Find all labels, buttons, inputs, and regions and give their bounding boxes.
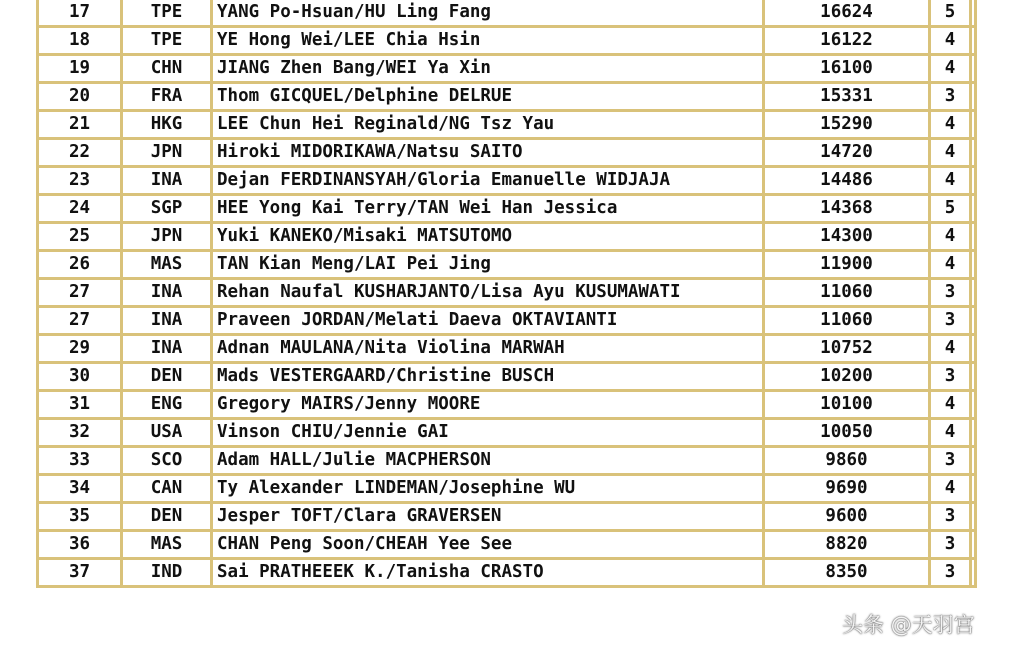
players-cell: Jesper TOFT/Clara GRAVERSEN [212,503,764,531]
rank-cell: 25 [38,223,122,251]
country-cell: INA [122,279,212,307]
players-cell: YANG Po-Hsuan/HU Ling Fang [212,0,764,27]
country-cell: SCO [122,447,212,475]
country-cell: INA [122,307,212,335]
points-cell: 15331 [764,83,930,111]
country-cell: MAS [122,531,212,559]
points-cell: 14368 [764,195,930,223]
empty-cell [971,83,976,111]
tournaments-cell: 3 [930,559,971,587]
points-cell: 11900 [764,251,930,279]
rank-cell: 21 [38,111,122,139]
rank-cell: 34 [38,475,122,503]
points-cell: 10200 [764,363,930,391]
country-cell: INA [122,335,212,363]
players-cell: Adnan MAULANA/Nita Violina MARWAH [212,335,764,363]
tournaments-cell: 4 [930,27,971,55]
table-row [38,559,976,587]
country-cell: CAN [122,475,212,503]
country-cell: DEN [122,363,212,391]
table-row [38,27,976,55]
ranking-table-body [38,0,976,587]
watermark [842,607,975,641]
points-cell: 10100 [764,391,930,419]
empty-cell [971,391,976,419]
points-cell: 8820 [764,531,930,559]
tournaments-cell: 4 [930,139,971,167]
empty-cell [971,335,976,363]
empty-cell [971,419,976,447]
points-cell: 9860 [764,447,930,475]
empty-cell [971,279,976,307]
tournaments-cell: 3 [930,363,971,391]
empty-cell [971,167,976,195]
rank-cell: 20 [38,83,122,111]
tournaments-cell: 4 [930,419,971,447]
tournaments-cell: 3 [930,307,971,335]
table-row [38,251,976,279]
country-cell: TPE [122,0,212,27]
players-cell: TAN Kian Meng/LAI Pei Jing [212,251,764,279]
points-cell: 11060 [764,307,930,335]
tournaments-cell: 4 [930,167,971,195]
country-cell: SGP [122,195,212,223]
table-row [38,419,976,447]
players-cell: Thom GICQUEL/Delphine DELRUE [212,83,764,111]
rank-cell: 19 [38,55,122,83]
rank-cell: 33 [38,447,122,475]
tournaments-cell: 4 [930,251,971,279]
players-cell: Rehan Naufal KUSHARJANTO/Lisa Ayu KUSUMAWATI [212,279,764,307]
tournaments-cell: 4 [930,55,971,83]
table-row [38,83,976,111]
tournaments-cell: 3 [930,503,971,531]
country-cell: JPN [122,223,212,251]
empty-cell [971,447,976,475]
tournaments-cell: 3 [930,83,971,111]
points-cell: 14486 [764,167,930,195]
players-cell: LEE Chun Hei Reginald/NG Tsz Yau [212,111,764,139]
rank-cell: 35 [38,503,122,531]
players-cell: Vinson CHIU/Jennie GAI [212,419,764,447]
points-cell: 16624 [764,0,930,27]
points-cell: 10050 [764,419,930,447]
points-cell: 8350 [764,559,930,587]
points-cell: 9600 [764,503,930,531]
players-cell: Adam HALL/Julie MACPHERSON [212,447,764,475]
tournaments-cell: 3 [930,447,971,475]
tournaments-cell: 3 [930,531,971,559]
country-cell: MAS [122,251,212,279]
players-cell: HEE Yong Kai Terry/TAN Wei Han Jessica [212,195,764,223]
table-row [38,111,976,139]
players-cell: Mads VESTERGAARD/Christine BUSCH [212,363,764,391]
table-row [38,223,976,251]
country-cell: IND [122,559,212,587]
ranking-table [36,0,977,588]
rank-cell: 32 [38,419,122,447]
country-cell: INA [122,167,212,195]
tournaments-cell: 4 [930,475,971,503]
table-row [38,475,976,503]
empty-cell [971,307,976,335]
rank-cell: 26 [38,251,122,279]
tournaments-cell: 4 [930,335,971,363]
country-cell: FRA [122,83,212,111]
players-cell: Yuki KANEKO/Misaki MATSUTOMO [212,223,764,251]
rank-cell: 36 [38,531,122,559]
points-cell: 9690 [764,475,930,503]
empty-cell [971,111,976,139]
rank-cell: 23 [38,167,122,195]
rank-cell: 27 [38,279,122,307]
table-row [38,195,976,223]
tournaments-cell: 5 [930,0,971,27]
country-cell: TPE [122,27,212,55]
rank-cell: 18 [38,27,122,55]
points-cell: 16100 [764,55,930,83]
rank-cell: 22 [38,139,122,167]
table-row [38,391,976,419]
rank-cell: 37 [38,559,122,587]
empty-cell [971,223,976,251]
empty-cell [971,27,976,55]
table-row [38,0,976,27]
empty-cell [971,503,976,531]
empty-cell [971,195,976,223]
points-cell: 10752 [764,335,930,363]
tournaments-cell: 3 [930,279,971,307]
empty-cell [971,0,976,27]
points-cell: 11060 [764,279,930,307]
empty-cell [971,363,976,391]
players-cell: YE Hong Wei/LEE Chia Hsin [212,27,764,55]
tournaments-cell: 4 [930,223,971,251]
table-row [38,279,976,307]
empty-cell [971,531,976,559]
empty-cell [971,55,976,83]
rank-cell: 29 [38,335,122,363]
ranking-table-container [36,0,977,588]
points-cell: 14300 [764,223,930,251]
points-cell: 14720 [764,139,930,167]
table-row [38,335,976,363]
players-cell: Ty Alexander LINDEMAN/Josephine WU [212,475,764,503]
rank-cell: 30 [38,363,122,391]
rank-cell: 27 [38,307,122,335]
players-cell: JIANG Zhen Bang/WEI Ya Xin [212,55,764,83]
tournaments-cell: 5 [930,195,971,223]
table-row [38,447,976,475]
empty-cell [971,475,976,503]
players-cell: CHAN Peng Soon/CHEAH Yee See [212,531,764,559]
players-cell: Praveen JORDAN/Melati Daeva OKTAVIANTI [212,307,764,335]
points-cell: 15290 [764,111,930,139]
rank-cell: 17 [38,0,122,27]
watermark-text: 头条 @天羽宫 [842,613,975,637]
players-cell: Gregory MAIRS/Jenny MOORE [212,391,764,419]
table-row [38,167,976,195]
rank-cell: 31 [38,391,122,419]
empty-cell [971,559,976,587]
empty-cell [971,139,976,167]
table-row [38,531,976,559]
players-cell: Hiroki MIDORIKAWA/Natsu SAITO [212,139,764,167]
table-row [38,307,976,335]
tournaments-cell: 4 [930,111,971,139]
players-cell: Dejan FERDINANSYAH/Gloria Emanuelle WIDJAJA [212,167,764,195]
table-row [38,55,976,83]
country-cell: HKG [122,111,212,139]
points-cell: 16122 [764,27,930,55]
country-cell: JPN [122,139,212,167]
country-cell: USA [122,419,212,447]
table-row [38,503,976,531]
tournaments-cell: 4 [930,391,971,419]
table-row [38,363,976,391]
players-cell: Sai PRATHEEEK K./Tanisha CRASTO [212,559,764,587]
table-row [38,139,976,167]
country-cell: ENG [122,391,212,419]
country-cell: CHN [122,55,212,83]
country-cell: DEN [122,503,212,531]
rank-cell: 24 [38,195,122,223]
empty-cell [971,251,976,279]
